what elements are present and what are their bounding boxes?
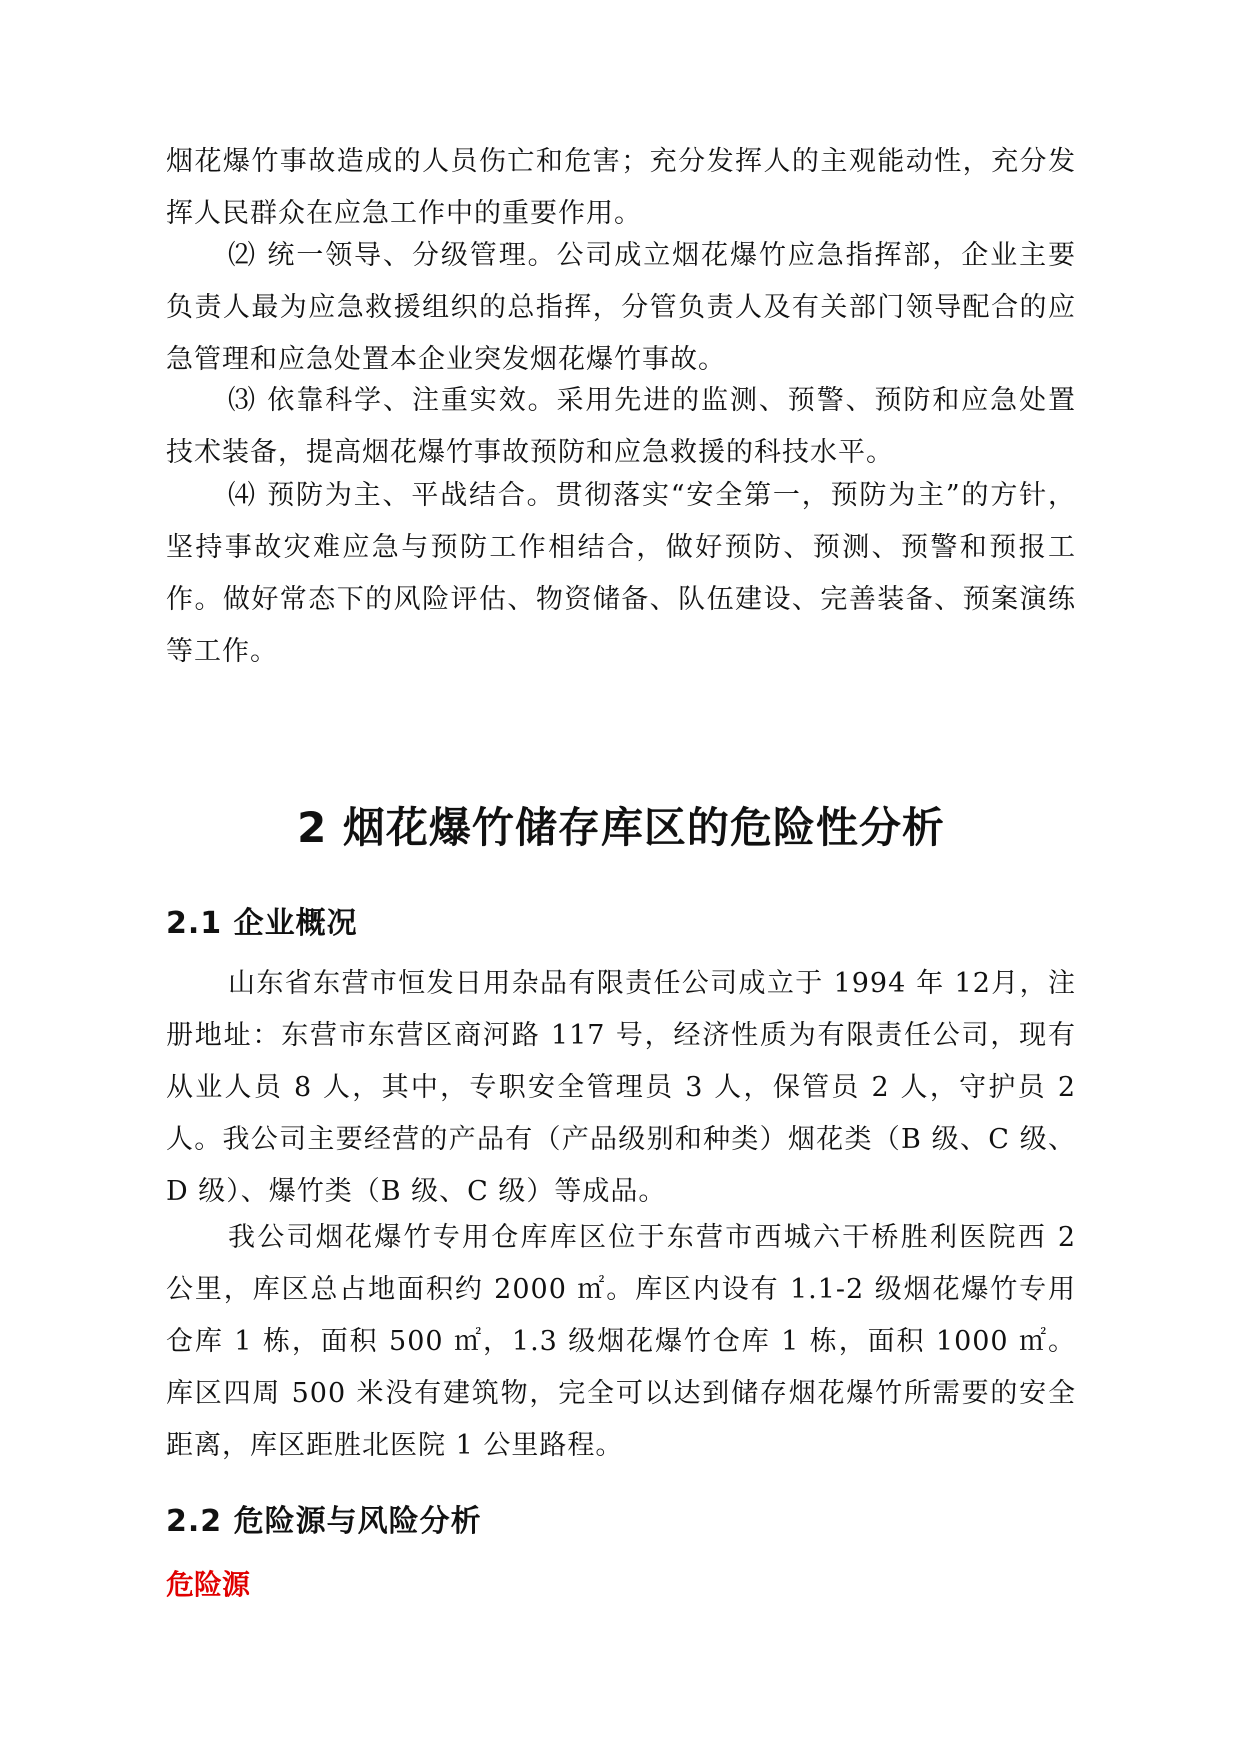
paragraph-company-overview: 山东省东营市恒发日用杂品有限责任公司成立于 1994 年 12月，注册地址：东营市东营区商河路 117 号，经济性质为有限责任公司，现有从业人员 8 人，其中，专职安全管理员 3 人，保管员 2 人，守护员 2 人。我公司主要经营的产品有（产品级别和种类）烟花类（B 级、C 级、D 级）、爆竹类（B 级、C 级）等成品。 — [166, 968, 1076, 1207]
paragraph-warehouse-location: 我公司烟花爆竹专用仓库库区位于东营市西城六干桥胜利医院西 2 公里，库区总占地面积约 2000 ㎡。库区内设有 1.1-2 级烟花爆竹专用仓库 1 栋，面积 500 ㎡，1.3 级烟花爆竹仓库 1 栋，面积 1000 ㎡。库区四周 500 米没有建筑物，完全可以达到储存烟花爆竹所需要的安全距离，库区距胜北医院 1 公里路程。 — [166, 1222, 1076, 1461]
chapter-title: 2 烟花爆竹储存库区的危险性分析 — [297, 803, 945, 852]
section-title-2-1: 2.1 企业概况 — [166, 906, 358, 941]
subheading-hazard-source: 危险源 — [166, 1568, 251, 1601]
paragraph-principle-4: ⑷ 预防为主、平战结合。贯彻落实“安全第一，预防为主”的方针，坚持事故灾难应急与预防工作相结合，做好预防、预测、预警和预报工作。做好常态下的风险评估、物资储备、队伍建设、完善装备、预案演练等工作。 — [166, 480, 1076, 667]
paragraph-principle-3: ⑶ 依靠科学、注重实效。采用先进的监测、预警、预防和应急处置技术装备，提高烟花爆竹事故预防和应急救援的科技水平。 — [166, 385, 1076, 468]
section-title-2-2: 2.2 危险源与风险分析 — [166, 1504, 482, 1539]
paragraph-continuation: 烟花爆竹事故造成的人员伤亡和危害；充分发挥人的主观能动性，充分发挥人民群众在应急工作中的重要作用。 — [166, 146, 1076, 229]
paragraph-principle-2: ⑵ 统一领导、分级管理。公司成立烟花爆竹应急指挥部，企业主要负责人最为应急救援组织的总指挥，分管负责人及有关部门领导配合的应急管理和应急处置本企业突发烟花爆竹事故。 — [166, 240, 1076, 375]
